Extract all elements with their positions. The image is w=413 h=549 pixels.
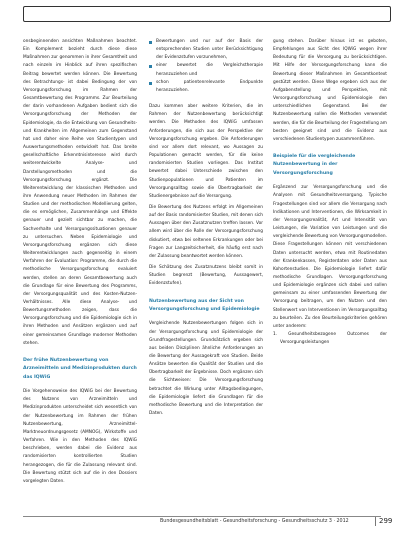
column-middle — [149, 38, 263, 418]
paragraph: Ergänzend zur Versorgungsforschung und die Analysen mit Gesundheitsversorgung. Typische Fragestellungen sind vor allem die Versorgung nach Indikationen und Interventionen, die Wirksamkeit in der Versorgungsrealität, Art und Intensität von Leistungen, die Variation von Leistungen und die vergleichende Bewertung von Versorgungsmodellen. Diese Fragestellungen können mit verschiedenen Daten untersucht werden, etwa mit Routinedaten der Krankenkassen, Registerdaten oder Daten aus Kohortenstudien. Die Epidemiologie liefert dafür methodische Grundlagen. Versorgungsforschung und Epidemiologie ergänzen sich dabei und sollen gemeinsam zu einer umfassenden Bewertung der Versorgung beitragen, um den Nutzen und den Stellenwert von Interventionen im Versorgungsalltag zu beurteilen. Zu den Beurteilungskriterien gehören unter anderem: — [273, 185, 387, 329]
bullet-item: schon patientenrelevante Endpunkte heranzuziehen. — [149, 79, 263, 95]
page-number: 299 — [379, 517, 393, 525]
numbered-item: 1. Gesundheitsbezogene Outcomes der Versorgungsleistungen — [273, 332, 387, 346]
footer-divider — [375, 517, 376, 526]
numbered-list — [273, 331, 387, 347]
bullet-list — [149, 38, 263, 95]
journal-citation: Bundesgesundheitsblatt - Gesundheitsforschung - Gesundheitsschutz 3 · 2012 — [160, 519, 349, 524]
column-left — [23, 38, 137, 486]
bullet-item: Bewertungen und nur auf der Basis der entsprechenden Studien unter Berücksichtigung der Evidenzstufen vorzunehmen, — [149, 38, 263, 62]
paragraph: Vergleichende Nutzenbewertungen folgen sich in der Versorgungsforschung und Epidemiologie der Grundfragestellungen. Grundsätzlich ergeben sich aus beiden Disziplinen ähnliche Anforderungen an die Bewertung der Aussagekraft von Studien. Beide Ansätze bewerten die Qualität der Studien und die Übertragbarkeit der Ergebnisse. Doch ergänzen sich die Sichtweisen: Die Versorgungsforschung betrachtet die Wirkung unter Alltagsbedingungen, die Epidemiologie liefert die Grundlagen für die methodische Bewertung und die Interpretation der Daten. — [149, 321, 263, 417]
section-heading: Der frühe Nutzenbewertung von Arzneimitteln und Medizinprodukten durch das IQWiG — [23, 357, 137, 380]
column-right — [273, 38, 387, 347]
paragraph: Die Schätzung des Zusatznutzens bleibt somit in Studien begrenzt (Bewertung, Aussagewert, Evidenzstufen). — [149, 265, 263, 287]
paragraph: Die Vorgehensweise des IQWiG bei der Bewertung des Nutzens von Arzneimitteln und Medizinprodukten unterscheidet sich wesentlich von der Nutzenbewertung im Rahmen der frühen Nutzenbewertung, Arzneimittel-Marktneuordnungsgesetz (AMNOG), Wirkstoffe und Verfahren. Wie in den Methoden des IQWiG beschrieben, werden dabei die Evidenz aus randomisierten kontrollierten Studien herangezogen, die für die Zulassung relevant sind. Die Bewertung stützt sich auf die in den Dossiers vorgelegten Daten. — [23, 389, 137, 484]
paragraph: Dazu kommen aber weitere Kriterien, die im Rahmen der Nutzenbewertung berücksichtigt werden. Die Methoden des IQWiG umfassen Anforderungen, die sich aus der Perspektive der Versorgungsforschung ergeben. Die Anforderungen sind vor allem dort relevant, wo Aussagen zu Populationen gemacht werden, für die keine randomisierten Studien vorliegen. Das Institut bewertet dabei Unterschiede zwischen den Studienpopulationen und Patienten im Versorgungsalltag sowie die Übertragbarkeit der Studienergebnisse auf die Versorgung. — [149, 104, 263, 199]
header-bar — [23, 6, 391, 22]
paragraph: onsbeginnenden ansichten Maßnahmen beachtet. Ein Komplement bezieht durch diese diese Maßnahmen zur genommen in ihrer Gesamtheit und nach einzeln im Hinblick auf ihren spezifischen Beitrag bewertet werden können. Die Bewertung des Betrachtungs- ist dabei Bedingung der von Versorgungsforschung im Rahmen der Gesamtbewertung des Programms. Zur Beurteilung der darin vorhandenen Aufgaben bedient sich die Versorgungsforschung der Methoden der Epidemiologie, da die Entwicklung von Gesundheits- und Krankheiten im Allgemeinen zum Gegenstand hat und daher eine Reihe von Studientypen und Auswertungsmethoden entwickelt hat. Das breite gesellschaftliche Erkenntnisinteresse wird durch weiterentwickelte Analyse- und Darstellungsmethoden und die Versorgungsforschung ergänzt. Die Weiterentwicklung der klassischen Methoden und ihre Anwendung neuer Methoden im Rahmen der Studien und der methodischen Modellierung gelten, die es ermöglichen, Zusammenhänge und Effekte genauer und gezielt sichtbar zu machen, die Sachverhalte und Versorgungssituationen genauer zu untersuchen. Neben Epidemiologie und Versorgungsforschung ergänzen sich diese Weiterentwicklungen auch gegenseitig in einem Verfahren der Evaluation: Programme, die durch die methodische Versorgungsforschung evaluiert werden, stellen an deren Gesamtbewertung auch die Grundlage für eine Bewertung des Programms, der Versorgungsqualität und des Kosten-Nutzen-Verhältnisses. Alle diese Analyse- und Bewertungsmethoden zeigen, dass die Versorgungsforschung und die Epidemiologie sich in ihren Methoden und Ansätzen ergänzen und auf einer gemeinsamen Grundlage moderner Methoden stehen. — [23, 39, 137, 346]
paragraph: gung stehen. Darüber hinaus ist es geboten, Empfehlungen aus Sicht des IQWiG wegen ihrer Bedeutung für die Versorgung zu berücksichtigen. Mit Hilfe der Versorgungsforschung kann die Bewertung dieser Maßnahmen im Gesamtkontext gestützt werden. Diese Wege ergeben sich aus der Aufgabenstellung und Perspektive, mit Versorgungsforschung und Epidemiologie den unterschiedlichen Gegenstand. Bei der Nutzenbewertung sollen die Methoden verwendet werden, die für die Beurteilung der Fragestellung am besten geeignet sind und die Evidenz aus verschiedenen Studientypen zusammenführen. — [273, 39, 387, 142]
section-heading: Beispiele für die vergleichende Nutzenbewertung in der Versorgungsforschung — [273, 154, 356, 176]
section-heading: Nutzenbewertung aus der Sicht von Versorgungsforschung und Epidemiologie — [149, 298, 260, 312]
bullet-item: einer bewertet die Vergleichstherapie heranzuziehen und — [149, 62, 263, 78]
paragraph: Die Bewertung des Nutzens erfolgt im Allgemeinen auf der Basis randomisierter Studien, mit denen sich Aussagen über den Zusatznutzen treffen lassen. Vor allem wird über die Rolle der Versorgungsforschung diskutiert, etwa bei seltenen Erkrankungen oder bei Fragen zur Langzeitsicherheit, die häufig erst nach der Zulassung beantwortet werden können. — [149, 204, 263, 259]
